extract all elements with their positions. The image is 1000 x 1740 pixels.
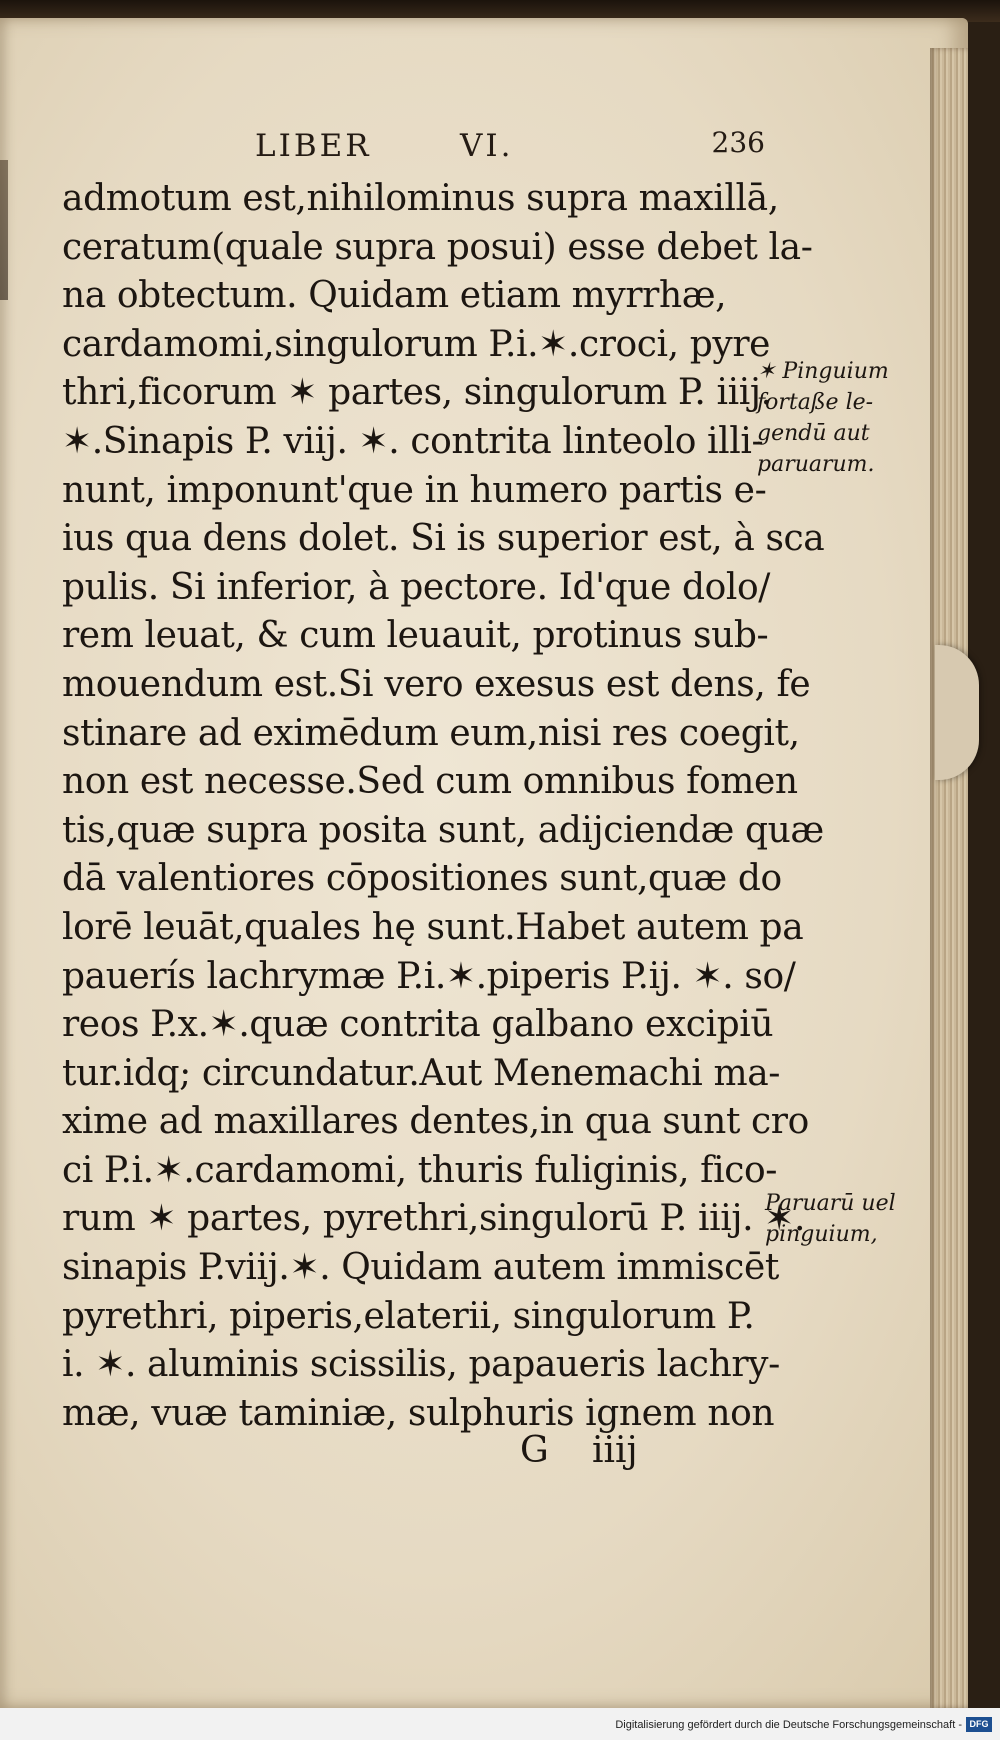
text-line: lorē leuāt,quales hę sunt.Habet autem pa bbox=[62, 906, 804, 948]
signature-number: iiij bbox=[592, 1430, 638, 1471]
folio-number: 236 bbox=[711, 126, 765, 159]
digitization-footer bbox=[0, 1708, 1000, 1740]
text-line: pauerís lachrymæ P.i.✶.piperis P.ij. ✶. so/ bbox=[62, 955, 796, 997]
text-line: rem leuat, & cum leuauit, protinus sub- bbox=[62, 615, 769, 657]
text-line: tis,quæ supra posita sunt, adijciendæ quæ bbox=[62, 809, 824, 851]
marginal-line: fortaße le- bbox=[757, 390, 874, 415]
marginal-line: ✶ Pinguium bbox=[757, 359, 889, 384]
text-line: nunt, imponunt'que in humero partis e- bbox=[62, 469, 767, 511]
text-line: xime ad maxillares dentes,in qua sunt cro bbox=[62, 1101, 809, 1143]
text-line: pulis. Si inferior, à pectore. Id'que dolo/ bbox=[62, 566, 771, 608]
text-line: admotum est,nihilominus supra maxillā, bbox=[62, 178, 779, 219]
marginal-note-pinguium bbox=[757, 356, 907, 480]
text-line: tur.idq; circundatur.Aut Menemachi ma- bbox=[62, 1052, 781, 1094]
text-line: ✶.Sinapis P. viij. ✶. contrita linteolo illi- bbox=[62, 420, 764, 462]
signature-letter: G bbox=[520, 1430, 549, 1471]
text-line: i. ✶. aluminis scissilis, papaueris lachry- bbox=[62, 1344, 780, 1386]
running-head-book-number: VI. bbox=[460, 128, 514, 164]
marginal-line: paruarum. bbox=[757, 452, 875, 477]
text-line: rum ✶ partes, pyrethri,singulorū P. iiij. ✶. bbox=[62, 1198, 805, 1240]
text-line: mouendum est.Si vero exesus est dens, fe bbox=[62, 663, 811, 705]
page-edges bbox=[930, 48, 968, 1708]
text-line: mæ, vuæ taminiæ, sulphuris ignem non bbox=[62, 1392, 775, 1434]
text-line: sinapis P.viij.✶. Quidam autem immiscēt bbox=[62, 1247, 779, 1289]
dfg-logo: DFG bbox=[966, 1717, 992, 1732]
text-line: dā valentiores cōpositiones sunt,quæ do bbox=[62, 858, 782, 900]
signature-mark bbox=[520, 1430, 660, 1478]
marginal-line: gendū aut bbox=[757, 421, 870, 446]
text-line: stinare ad eximēdum eum,nisi res coegit, bbox=[62, 712, 800, 754]
gutter-shadow bbox=[0, 160, 8, 300]
running-head-liber: LIBER bbox=[255, 128, 372, 164]
text-line: ius qua dens dolet. Si is superior est, à sca bbox=[62, 518, 825, 560]
text-line: cardamomi,singulorum P.i.✶.croci, pyre bbox=[62, 323, 771, 365]
text-line: ceratum(quale supra posui) esse debet la- bbox=[62, 226, 813, 268]
marginal-note-paruarum bbox=[765, 1188, 915, 1250]
text-line: ci P.i.✶.cardamomi, thuris fuliginis, fico- bbox=[62, 1149, 778, 1191]
text-line: na obtectum. Quidam etiam myrrhæ, bbox=[62, 275, 727, 317]
text-line: non est necesse.Sed cum omnibus fomen bbox=[62, 761, 798, 803]
text-line: reos P.x.✶.quæ contrita galbano excipiū bbox=[62, 1004, 774, 1046]
running-head bbox=[255, 128, 765, 168]
text-line: pyrethri, piperis,elaterii, singulorum P. bbox=[62, 1295, 755, 1337]
funding-credit: Digitalisierung gefördert durch die Deutsche Forschungsgemeinschaft - bbox=[615, 1719, 962, 1731]
bookmark-tab bbox=[935, 645, 979, 780]
text-line: thri,ficorum ✶ partes, singulorum P. iiij. bbox=[62, 372, 772, 414]
marginal-line: pinguium, bbox=[765, 1222, 878, 1247]
marginal-line: Paruarū uel bbox=[765, 1191, 896, 1216]
